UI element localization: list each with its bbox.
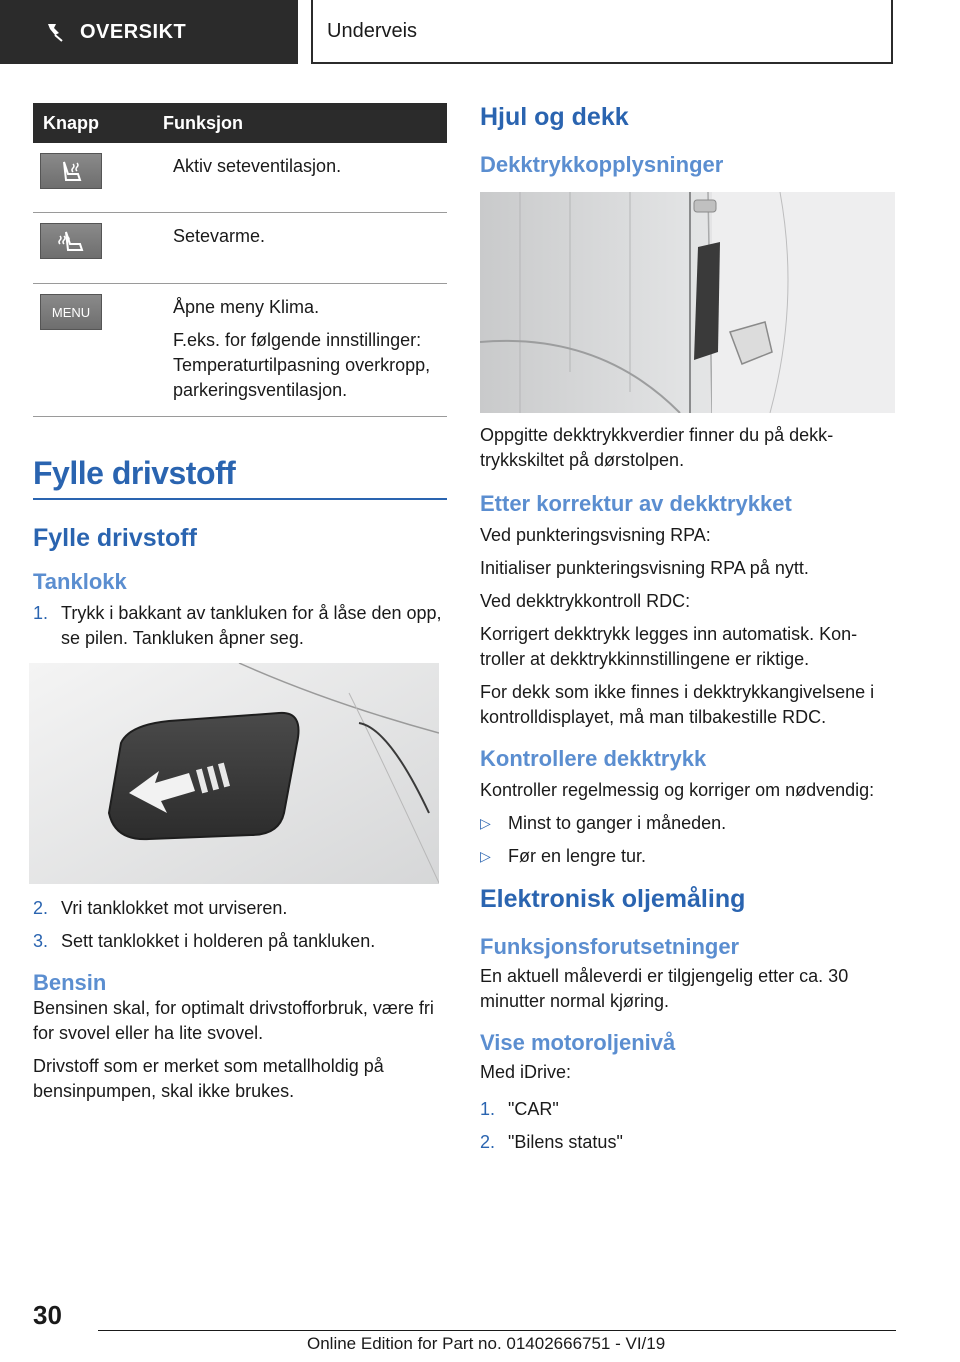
section-title: Underveis [327, 19, 418, 42]
seat-ventilation-icon [40, 153, 102, 189]
pin-icon [44, 21, 66, 43]
paragraph: For dekk som ikke finnes i dekktrykkangivelsene i kontrolldisplayet, må man tilbakestille RDC. [480, 682, 875, 727]
paragraph: Initialiser punkteringsvisning RPA på nytt. [480, 558, 809, 578]
fuel-flap-figure [29, 663, 439, 884]
subsection-heading-after-correction: Etter korrektur av dekktrykket [480, 491, 792, 516]
subsection-heading-fuel-cap: Tanklokk [33, 569, 127, 594]
list-item: 3. Sett tanklokket i holderen på tankluken. [33, 931, 376, 951]
paragraph: Oppgitte dekktrykkverdier finner du på dekktrykkskiltet på dørstolpen. [480, 425, 834, 470]
list-item: 2. Vri tanklokket mot urviseren. [33, 898, 288, 918]
subsection-heading-prerequisites: Funksjonsforutsetninger [480, 934, 740, 959]
door-pillar-figure [480, 192, 895, 413]
paragraph: Kontroller regelmessig og korriger om nødvendig: [480, 780, 875, 800]
section-heading: Hjul og dekk [480, 103, 629, 131]
subsection-heading-petrol: Bensin [33, 970, 107, 995]
table-row [33, 143, 447, 213]
paragraph: Ved punkteringsvisning RPA: [480, 525, 711, 545]
edition-note: Online Edition for Part no. 01402666751 - VI/19 [307, 1334, 666, 1353]
list-item: 2. "Bilens status" [480, 1132, 623, 1152]
list-item: 1. Trykk i bakkant av tankluken for å låse den opp, se pilen. Tankluken åpner seg. [33, 603, 442, 648]
left-column [33, 103, 447, 1112]
table-header-button: Knapp [33, 103, 163, 143]
function-text: Aktiv seteventilasjon. [173, 156, 342, 176]
subsection-heading-check-tire-pressure: Kontrollere dekktrykk [480, 746, 707, 771]
fuel-cap-steps [33, 601, 447, 651]
function-text: Åpne meny Klima. [173, 297, 320, 317]
fuel-cap-steps-continued [33, 896, 447, 954]
overview-tab-label: OVERSIKT [80, 20, 187, 43]
section-heading: Fylle drivstoff [33, 524, 197, 552]
table-header-function: Funksjon [163, 103, 447, 143]
triangle-bullet-icon: ▷ [480, 848, 491, 864]
paragraph: Ved dekktrykkontroll RDC: [480, 591, 691, 611]
list-item: 1. "CAR" [480, 1099, 559, 1119]
table-row [33, 284, 447, 417]
right-column [480, 103, 896, 1163]
subsection-heading-tire-pressure-info: Dekktrykkopplysninger [480, 152, 724, 177]
function-text: Setevarme. [173, 226, 266, 246]
paragraph: En aktuell måleverdi er tilgjengelig etter ca. 30 minutter normal kjøring. [480, 966, 849, 1011]
oil-level-steps [480, 1097, 896, 1155]
overview-tab[interactable] [0, 0, 298, 64]
section-title-bar [311, 0, 893, 64]
button-function-table [33, 103, 447, 417]
menu-button-icon: MENU [40, 294, 102, 330]
chapter-heading: Fylle drivstoff [33, 455, 447, 500]
check-bullets [480, 811, 896, 869]
paragraph: Med iDrive: [480, 1062, 572, 1082]
page-number: 30 [33, 1300, 62, 1330]
section-heading: Elektronisk oljemåling [480, 885, 746, 913]
seat-heating-icon [40, 223, 102, 259]
subsection-heading-show-oil-level: Vise motoroljenivå [480, 1030, 676, 1055]
list-item: ▷ Før en lengre tur. [480, 844, 896, 869]
paragraph: Korrigert dekktrykk legges inn automatisk. Kontroller at dekktrykkinnstillingene er riktige. [480, 624, 858, 669]
triangle-bullet-icon: ▷ [480, 815, 491, 831]
footer-divider [98, 1330, 896, 1331]
paragraph: Bensinen skal, for optimalt drivstofforbruk, være fri for svovel eller ha lite svovel. [33, 998, 434, 1043]
list-item: ▷ Minst to ganger i måneden. [480, 811, 896, 836]
table-row [33, 213, 447, 284]
paragraph: Drivstoff som er merket som metallholdig på bensinpumpen, skal ikke brukes. [33, 1056, 384, 1101]
function-text: F.eks. for følgende innstillinger: Temperaturtilpasning overkropp, parkeringsventilasjon. [173, 330, 431, 400]
